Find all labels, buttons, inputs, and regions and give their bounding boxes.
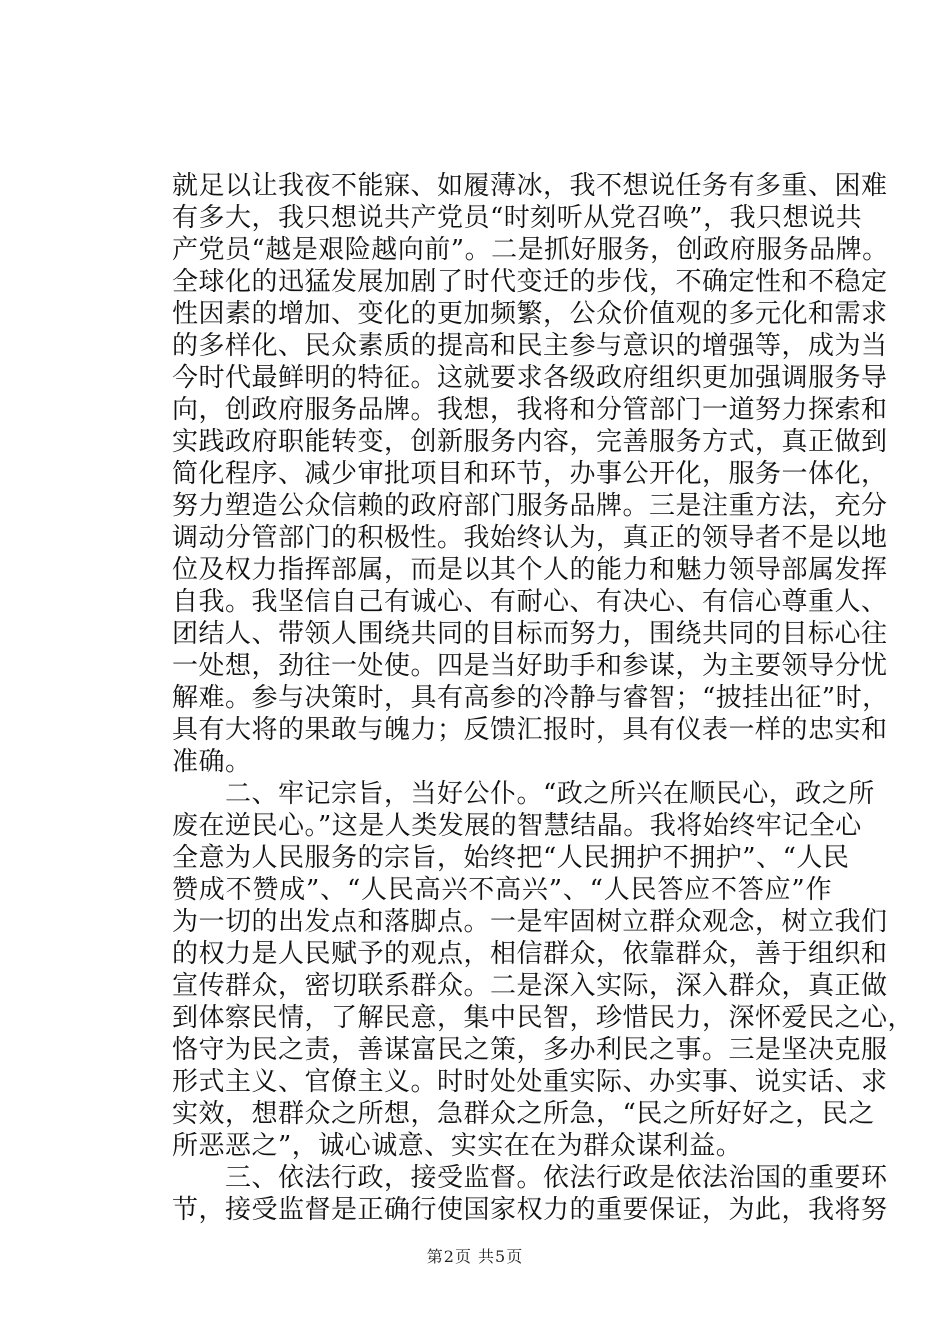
text-line: 位及权力指挥部属，而是以其个人的能力和魅力领导部属发挥: [172, 555, 888, 585]
text-line: 到体察民情，了解民意，集中民智，珍惜民力，深怀爱民之心，: [172, 1003, 915, 1033]
text-line: 二、牢记宗旨，当好公仆。“政之所兴在顺民心，政之所: [172, 779, 875, 809]
body-text: [172, 170, 915, 1226]
page-footer: 第2页 共5页: [426, 1247, 524, 1266]
text-line: 所恶恶之”，诚心诚意、实实在在为群众谋利益。: [172, 1131, 743, 1161]
text-line: 自我。我坚信自己有诚心、有耐心、有决心、有信心尊重人、: [172, 587, 888, 617]
text-line: 产党员“越是艰险越向前”。二是抓好服务，创政府服务品牌。: [172, 235, 889, 265]
text-line: 一处想，劲往一处使。四是当好助手和参谋，为主要领导分忧: [172, 651, 888, 681]
text-line: 赞成不赞成”、“人民高兴不高兴”、“人民答应不答应”作: [172, 875, 832, 905]
text-line: 宣传群众，密切联系群众。二是深入实际，深入群众，真正做: [172, 971, 888, 1001]
text-line: 的多样化、民众素质的提高和民主参与意识的增强等，成为当: [172, 331, 888, 361]
text-line: 简化程序、减少审批项目和环节，办事公开化，服务一体化，: [172, 459, 888, 489]
text-line: 为一切的出发点和落脚点。一是牢固树立群众观念，树立我们: [172, 907, 888, 937]
text-line: 性因素的增加、变化的更加频繁，公众价值观的多元化和需求: [172, 299, 888, 329]
text-line: 具有大将的果敢与魄力；反馈汇报时，具有仪表一样的忠实和: [172, 715, 888, 745]
text-line: 准确。: [172, 747, 252, 777]
text-line: 形式主义、官僚主义。时时处处重实际、办实事、说实话、求: [172, 1067, 888, 1097]
text-line: 有多大，我只想说共产党员“时刻听从党召唤”，我只想说共: [172, 203, 863, 233]
text-line: 全球化的迅猛发展加剧了时代变迁的步伐，不确定性和不稳定: [172, 267, 888, 297]
text-line: 三、依法行政，接受监督。依法行政是依法治国的重要环: [172, 1163, 888, 1193]
text-line: 解难。参与决策时，具有高参的冷静与睿智；“披挂出征”时，: [172, 683, 889, 713]
text-line: 团结人、带领人围绕共同的目标而努力，围绕共同的目标心往: [172, 619, 888, 649]
text-line: 全意为人民服务的宗旨，始终把“人民拥护不拥护”、“人民: [172, 843, 850, 873]
text-line: 实效，想群众之所想，急群众之所急，“民之所好好之，民之: [172, 1099, 875, 1129]
text-line: 恪守为民之责，善谋富民之策，多办利民之事。三是坚决克服: [172, 1035, 888, 1065]
text-line: 今时代最鲜明的特征。这就要求各级政府组织更加强调服务导: [172, 363, 888, 393]
text-line: 废在逆民心。”这是人类发展的智慧结晶。我将始终牢记全心: [172, 811, 862, 841]
text-line: 努力塑造公众信赖的政府部门服务品牌。三是注重方法，充分: [172, 491, 888, 521]
text-line: 节，接受监督是正确行使国家权力的重要保证，为此，我将努: [172, 1195, 888, 1225]
text-line: 向，创政府服务品牌。我想，我将和分管部门一道努力探索和: [172, 395, 888, 425]
text-line: 实践政府职能转变，创新服务内容，完善服务方式，真正做到: [172, 427, 888, 457]
text-line: 的权力是人民赋予的观点，相信群众，依靠群众，善于组织和: [172, 939, 888, 969]
text-line: 调动分管部门的积极性。我始终认为，真正的领导者不是以地: [172, 523, 888, 553]
text-line: 就足以让我夜不能寐、如履薄冰，我不想说任务有多重、困难: [172, 171, 888, 201]
